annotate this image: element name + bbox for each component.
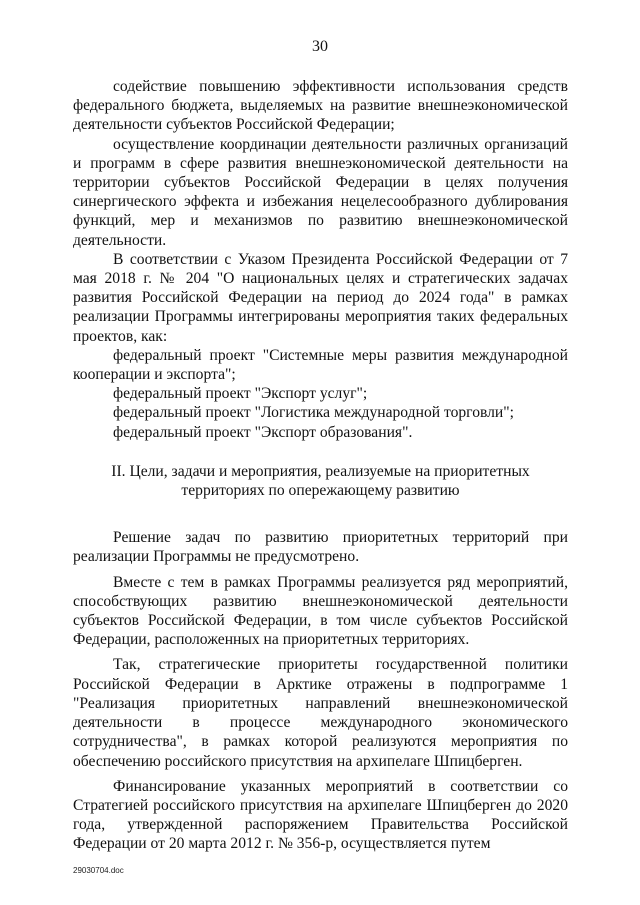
document-body <box>73 77 568 854</box>
paragraph: В соответствии с Указом Президента Российской Федерации от 7 мая 2018 г. № 204 "О национальных целях и стратегических задачах развития Российской Федерации на период до 2024 года" в рамках реализации Программы интегрированы мероприятия таких федеральных проектов, как: <box>73 250 568 345</box>
paragraph: осуществление координации деятельности различных организаций и программ в сфере развития внешнеэкономической деятельности на территории субъектов Российской Федерации в целях получения синергического эффекта и избежания нецелесообразного дублирования функций, мер и механизмов по развитию внешнеэкономической деятельности. <box>73 135 568 249</box>
paragraph: Решение задач по развитию приоритетных территорий при реализации Программы не предусмотрено. <box>73 529 568 566</box>
page-number: 30 <box>312 38 328 55</box>
paragraph: Финансирование указанных мероприятий в соответствии со Стратегией российского присутствия на архипелаге Шпицберген до 2020 года, утвержденной распоряжением Правительства Российской Федерации от 20 марта 2012 г. № 356-р, осуществляется путем <box>73 777 568 853</box>
footer-filename: 29030704.doc <box>73 866 124 875</box>
list-item: федеральный проект "Системные меры развития международной кооперации и экспорта"; <box>73 346 568 384</box>
section-heading <box>73 462 568 500</box>
list-item: федеральный проект "Экспорт услуг"; <box>113 385 368 403</box>
paragraph: содействие повышению эффективности использования средств федерального бюджета, выделяемых на развитие внешнеэкономической деятельности субъектов Российской Федерации; <box>73 78 568 134</box>
list-item: федеральный проект "Логистика международной торговли"; <box>113 404 514 422</box>
paragraph: Так, стратегические приоритеты государственной политики Российской Федерации в Арктике отражены в подпрограмме 1 "Реализация приоритетных направлений внешнеэкономической деятельности в процессе международного экономического сотрудничества", в рамках которой реализуются мероприятия по обеспечению российского присутствия на архипелаге Шпицберген. <box>73 656 568 770</box>
paragraph: Вместе с тем в рамках Программы реализуется ряд мероприятий, способствующих развитию внешнеэкономической деятельности субъектов Российской Федерации, в том числе субъектов Российской Федерации, расположенных на приоритетных территориях. <box>73 573 568 649</box>
section-heading-line: территориях по опережающему развитию <box>181 482 460 500</box>
section-heading-line: II. Цели, задачи и мероприятия, реализуемые на приоритетных <box>111 462 530 480</box>
list-item: федеральный проект "Экспорт образования". <box>113 423 413 441</box>
